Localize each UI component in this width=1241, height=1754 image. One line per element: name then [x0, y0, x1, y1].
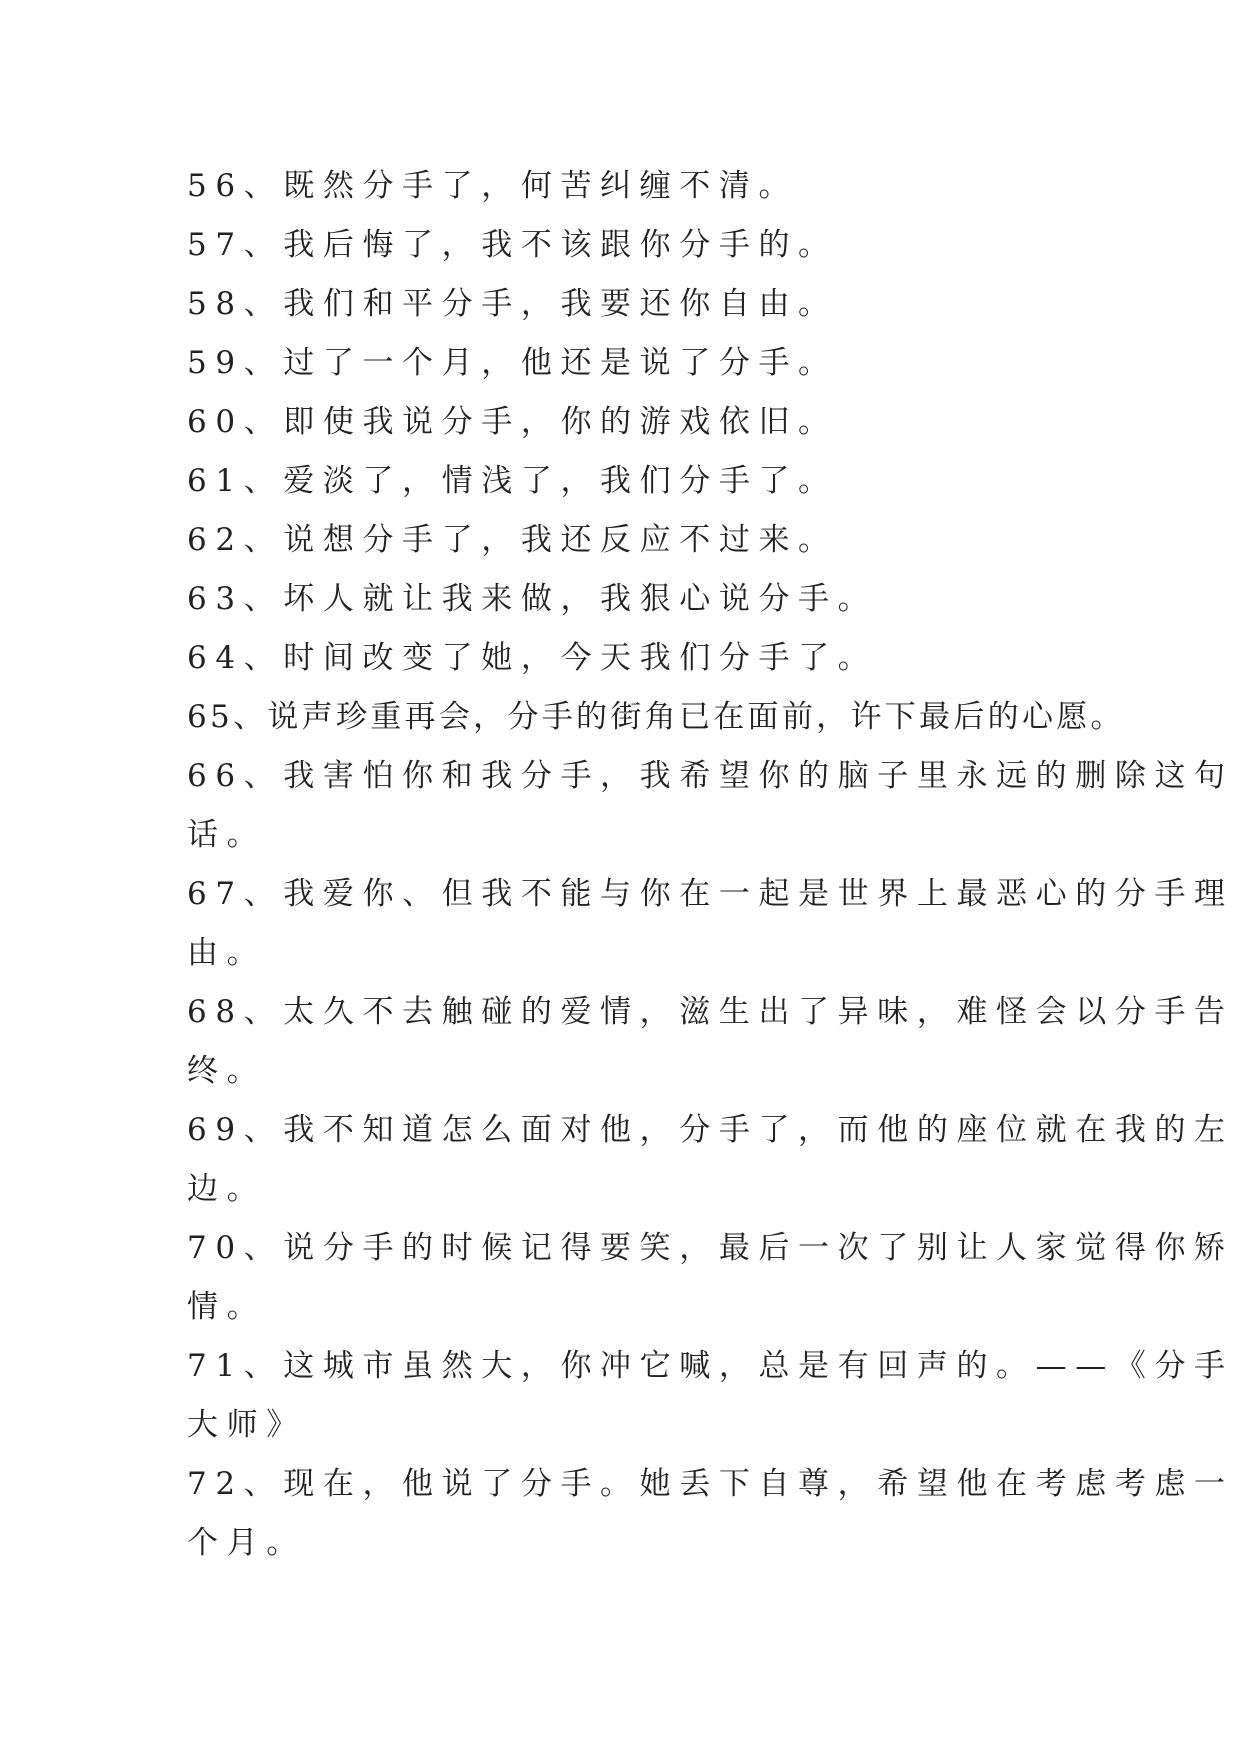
quote-line-67-continued: 由。 [187, 935, 267, 971]
quote-line-66-continued: 话。 [187, 817, 267, 853]
quote-line-63: 63、坏人就让我来做，我狠心说分手。 [187, 581, 878, 617]
quote-list [187, 157, 1234, 1573]
quote-line-70: 70、说分手的时候记得要笑，最后一次了别让人家觉得你矫 [187, 1230, 1234, 1266]
quote-line-67: 67、我爱你、但我不能与你在一起是世界上最恶心的分手理 [187, 876, 1234, 912]
quote-line-58: 58、我们和平分手，我要还你自由。 [187, 286, 838, 322]
quote-line-59: 59、过了一个月，他还是说了分手。 [187, 345, 838, 381]
quote-line-66: 66、我害怕你和我分手，我希望你的脑子里永远的删除这句 [187, 758, 1234, 794]
quote-line-65: 65、说声珍重再会，分手的街角已在面前，许下最后的心愿。 [187, 699, 1125, 735]
quote-line-72: 72、现在，他说了分手。她丢下自尊，希望他在考虑考虑一 [187, 1466, 1234, 1502]
quote-line-70-continued: 情。 [187, 1289, 267, 1325]
quote-line-68: 68、太久不去触碰的爱情，滋生出了异味，难怪会以分手告 [187, 994, 1234, 1030]
quote-line-64: 64、时间改变了她，今天我们分手了。 [187, 640, 878, 676]
quote-line-69-continued: 边。 [187, 1171, 267, 1207]
quote-line-57: 57、我后悔了，我不该跟你分手的。 [187, 227, 838, 263]
quote-line-60: 60、即使我说分手，你的游戏依旧。 [187, 404, 838, 440]
quote-line-68-continued: 终。 [187, 1053, 267, 1089]
quote-line-71: 71、这城市虽然大，你冲它喊，总是有回声的。——《分手 [187, 1348, 1234, 1384]
quote-line-62: 62、说想分手了，我还反应不过来。 [187, 522, 838, 558]
quote-line-56: 56、既然分手了，何苦纠缠不清。 [187, 168, 799, 204]
quote-line-69: 69、我不知道怎么面对他，分手了，而他的座位就在我的左 [187, 1112, 1234, 1148]
quote-line-72-continued: 个月。 [187, 1525, 306, 1561]
quote-line-61: 61、爱淡了，情浅了，我们分手了。 [187, 463, 838, 499]
quote-line-71-continued: 大师》 [187, 1407, 306, 1443]
